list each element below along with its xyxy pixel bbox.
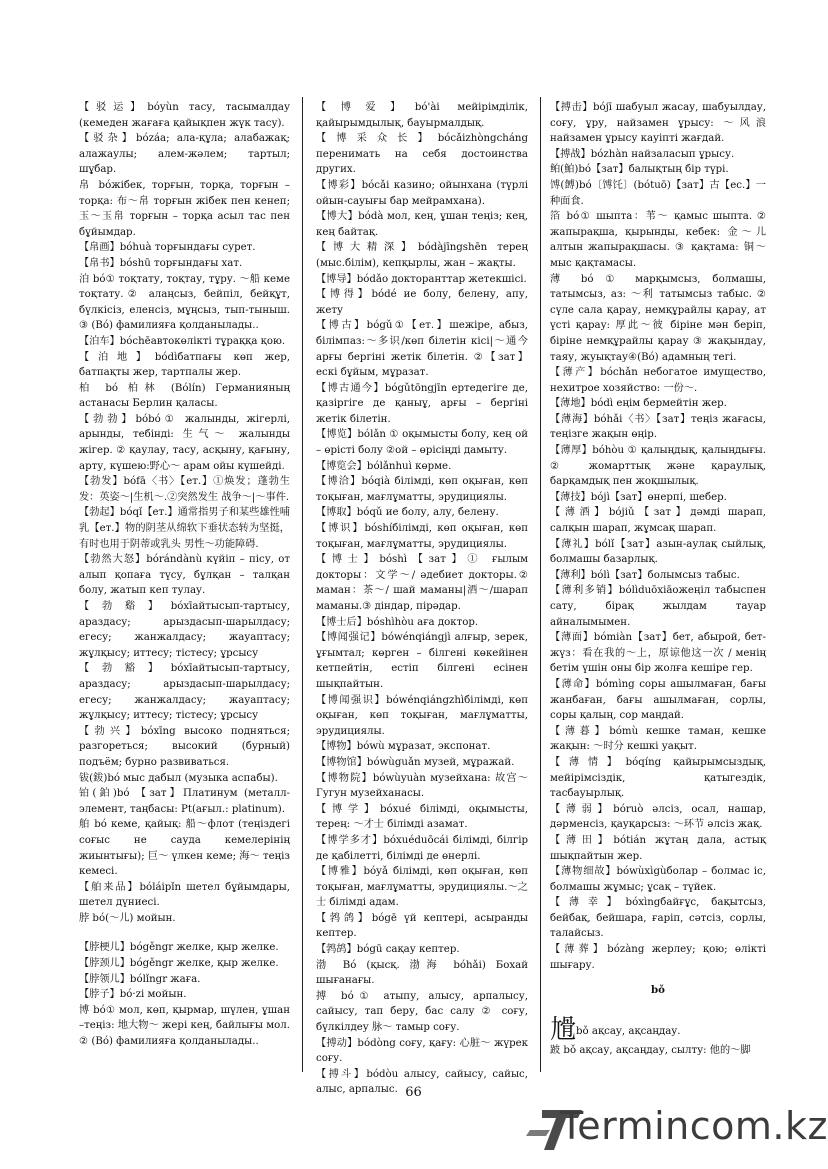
- dictionary-entry: 渤 Bó (қысқ. 渤海 bóhǎi) Бохай шығанағы.: [316, 959, 528, 987]
- dictionary-entry: 【泊车】bóchēавтокөлікті тұраққа қою.: [79, 335, 286, 347]
- dictionary-entry: 【薄地】bódì еңім бермейтін жер.: [550, 398, 727, 410]
- dictionary-column-3: [550, 100, 766, 1068]
- dictionary-entry: 【薄幸】bóxìngбайғұс, бақытсыз, бейбақ, бейшара, ғаріп, сәтсіз, сорлы, талайсыз.: [550, 897, 766, 940]
- dictionary-entry: 【搏斗】bódòu алысу, сайысу, сайыс, алыс, арпалыс.: [316, 1068, 528, 1096]
- dictionary-entry: 【博识】bóshíбілімді, көп оқыған, көп тоқыған, мағлұматты, эрудициялы.: [316, 523, 528, 550]
- dictionary-entry: 【博爱】bó'ài мейірімділік, қайырымдылық, бауырмалдық.: [316, 102, 528, 129]
- dictionary-entry: 【勃然大怒】bórándànù күйіп – пісу, от алып қопаға түсу, бұлқан – талқан болу, жатып кеп тулау.: [79, 554, 290, 597]
- dictionary-entry: 【驳杂】bózáa; ала-құла; алабажақ; алажаулы; алем-жәлем; тартыл; шұбар.: [79, 133, 290, 176]
- dictionary-entry: 箔 bó① шыптa：苇～ қамыс шыптa. ② жапырақша, қырынды, кебек: 金～儿 алтын жапырақшасы. ③ қақтама: 铜～ мыс қақтамасы.: [550, 211, 766, 269]
- dictionary-entry: 泊 bó① тоқтату, тоқтау, тұру. ～船 кеме тоқтату.② алаңсыз, бейпіл, бейқұт, бүлкісіз, еленсіз, мұңсыз, тып-тыныш. ③ (Bó) фамилияға қолданылады..: [79, 273, 290, 332]
- dictionary-entry: 【脖子】bó·zi мойын.: [79, 989, 187, 1001]
- dictionary-entry: 【薄葬】bózàng жерлеу; қою; өлікті шығару.: [550, 944, 766, 971]
- logo-text: Termincom.kz: [560, 1104, 828, 1148]
- dictionary-entry: 【薄暮】bómù кешке таман, кешке жақын: ～时分 кешкі уақыт.: [550, 725, 766, 753]
- dictionary-entry: 【博得】bódé ие болу, белену, апу, жету: [316, 289, 528, 316]
- dictionary-entry: 【薄物细故】bówùxìgùболар – болмас іс, болмашы жұмыс; ұсақ – түйек.: [550, 866, 766, 893]
- dictionary-entry: 【脖领儿】bólǐngr жаға.: [79, 973, 201, 985]
- dictionary-entry: 【博闻强记】bówénqiángjì алғыр, зерек, ұғымтал; көрген – білгені көкейінен кетпейтін, естіп білгені есінен шықпайтын.: [316, 632, 528, 690]
- dictionary-entry: 【薄田】bótián жұтаң дала, астық шықпайтын жер.: [550, 834, 766, 862]
- dictionary-entry: 【薄技】bójì【зат】өнерпі, шебер.: [550, 491, 727, 503]
- dictionary-entry: 【鹁鸪】bógū сақау кептер.: [316, 944, 460, 956]
- dictionary-entry: 【博古通今】bógǔtōngjīn ертедегіге де, қазіргіге де қаныұ, арғы – бергіні жетік білетін.: [316, 382, 528, 425]
- dictionary-entry: 【搏战】bózhàn найзаласып ұрысу.: [550, 148, 735, 160]
- dictionary-column-1: [79, 100, 290, 1068]
- headword-character: 尳: [550, 1014, 577, 1045]
- dictionary-entry: 【勃起】bóqǐ【ет.】通常指男子和某些雄性哺乳【ет.】物的阴茎从绵软下垂状态转为坚挺，有时也用于阴蒂或乳头 男性～功能障碍.: [79, 507, 290, 550]
- dictionary-entry: 【博览会】bólǎnhuì көрме.: [316, 460, 452, 472]
- dictionary-entry: 【薄厚】bóhòu ① қалыңдық, қалыңдығы. ② жомарттық және қараулық, барқамдық пен жоқшылық.: [550, 445, 766, 488]
- dictionary-entry: 【博士后】bóshìhòu аға доктор.: [316, 616, 479, 628]
- dictionary-entry: 【博学多才】bóxuéduōcái білімді, білгір де қабілетті, білімді де өнерлі.: [316, 834, 528, 862]
- dictionary-entry: 【勃勃】bóbó① жалынды, жігерлі, арынды, тебінді: 生气～ жалынды жігер. ② қаулау, тасу, асқыну, қағыну, арту, күшею:野心～ арам ойы күшейді.: [79, 413, 290, 472]
- dictionary-entry: 【勃兴】bóxīng высоко подняться; разгореться; высокий (бурный) подъём; бурно развиваться.: [79, 725, 290, 768]
- dictionary-entry: 【勃谿】bóxīайтысып-тартысу, араздасу; арыздасып-шарылдасу; егесу; жанжалдасу; жауаптасу; жұлқысу; иттесу; тістесу; ұрсысу: [79, 601, 290, 659]
- dictionary-entry: 【薄情】bóqíng қайырымсыздық, мейірімсіздік, қатыгездік, тасбауырлық.: [550, 756, 766, 800]
- dictionary-entry: 鲌(鮊)bó【зат】балықтың бір түрі.: [550, 164, 729, 176]
- dictionary-entry: 【博学】bóxué білімді, оқымысты, терең: ～才士 білімді азамат.: [316, 803, 528, 831]
- dictionary-entry: 钹(鈸)bó мыс дабыл (музыка аспабы).: [79, 772, 278, 784]
- dictionary-entry: 跛 bǒ ақсау, ақсаңдау, сылту: 他的～脚: [550, 1044, 751, 1056]
- headword-definition: bǒ ақсау, ақсаңдау.: [576, 1025, 681, 1037]
- dictionary-entry: 【舶来品】bóláipǐn шетел бұйымдары, шетел дүниесі.: [79, 881, 290, 909]
- dictionary-entry: 【博士】bóshì【зат】① ғылым докторы：文学～/ әдебиет докторы.② маман：茶～/ шай маманы|酒～/шарап маманы.③ діндар, пірәдар.: [316, 554, 528, 612]
- termincom-logo[interactable]: [520, 1100, 828, 1156]
- entry-spacer: [79, 926, 290, 940]
- dictionary-entry: 【博彩】bócǎi казино; ойынхана (түрлі ойын-сауығы бар мейрамхана).: [316, 179, 528, 207]
- dictionary-entry: 【勃豁】bóxīайтысып-тартысу, араздасу; арыздасып-шарылдасу; егесу; жанжалдасу; жауаптасу; жұлқысу; иттесу; тістесу; ұрсысу: [79, 663, 290, 722]
- dictionary-entry: 【博大精深】bódàjīngshēn терең (мыс.білім), кепқырлы, жан – жақты.: [316, 242, 528, 269]
- dictionary-entry: 【泊地】bódìбатпағы көп жер, батпақты жер, тартпалы жер.: [79, 351, 290, 379]
- dictionary-entry: 薄 bó ① марқымсыз, болмашы, татымсыз, аз: ～利 татымсыз табыс. ② сүле сала қарау, немқұрайлы қарау, ат үсті қарау: 厚此～彼 біріне мән беріп, біріне немқұрайлы қарау ③ жақындау, таяу, жуықтау④(Bó) адамның тегі.: [550, 273, 766, 363]
- dictionary-entry: 【脖梗儿】bógěngr желке, қыр желке.: [79, 942, 279, 954]
- dictionary-entry: 【薄利】bólì【зат】болымсыз табыс.: [550, 569, 740, 581]
- dictionary-entry: 【薄礼】bólǐ【зат】азын-аулақ сыйлық, болмашы базарлық.: [550, 538, 766, 566]
- dictionary-entry: 【博雅】bóyǎ білімді, көп оқыған, көп тоқыған, мағлұматты, эрудициялы.～之士 білімді адам.: [316, 866, 528, 909]
- dictionary-entry: 【驳运】bóyùn тасу, тасымалдау (кемеден жағаға қайықпен жүк тасу).: [79, 102, 290, 129]
- dictionary-entry: 【薄利多销】bólìduōxiāoжеңіл табыспен сату, бірақ жылдам тауар айналымымен.: [550, 585, 766, 628]
- dictionary-entry: 馎(餺)bó〔馎饦〕(bótuō)【зат】古【ес.】一种面食.: [550, 179, 766, 207]
- dictionary-entry: 【薄面】bómiàn【зат】бет, абырой, бет-жүз：看在我的～上，原谅他这一次 / менің бетім үшін оны бір жолға кешіре гер.: [550, 632, 766, 675]
- dictionary-entry: 【博洽】bóqià білімді, көп оқыған, көп тоқыған, мағлұматты, эрудициялы.: [316, 476, 528, 503]
- dictionary-entry: 【鹁鸽】bógē үй кептері, асыранды кептер.: [316, 912, 528, 940]
- dictionary-entry: 脖 bó(～儿) мойын.: [79, 912, 176, 924]
- section-heading: bǒ: [651, 984, 665, 997]
- column-divider-left: [302, 97, 303, 1072]
- dictionary-entry: 【博览】bólǎn ① оқымысты болу, кең ой – өрісті болу ②ой – өрісіңді дамыту.: [316, 429, 528, 457]
- column-divider-right: [540, 97, 541, 1072]
- dictionary-entry: 【博大】bódà мол, кең, ұшан теңіз; кең, кең байтақ.: [316, 211, 528, 238]
- dictionary-entry: 【薄酒】bójiǔ【зат】дәмді шарап, салқын шарап, жұмсақ шарап.: [550, 507, 766, 535]
- dictionary-entry: 帛 bóжібек, торғын, торқа, торғын – торқа: 布～帛 торғын жібек пен кенеп; 玉～玉帛 торғын – торқа асыл тас пен бұйымдар.: [79, 179, 290, 238]
- dictionary-entry: 【博取】bóqǔ ие болу, алу, белену.: [316, 507, 499, 519]
- dictionary-entry: 【博物院】bówùyuàn музейхана: 故宫～ Гугун музейханасы.: [316, 772, 528, 800]
- dictionary-entry: 博 bó① мол, көп, қырмар, шүлен, ұшан –теңіз: 地大物～ жері кең, байлығы мол. ② (Bó) фамилияға қолданылады..: [79, 1004, 290, 1048]
- dictionary-entry: 【帛书】bóshū торғындағы хат.: [79, 257, 243, 269]
- dictionary-entry: 【帛画】bóhuà торғындағы сурет.: [79, 242, 256, 254]
- dictionary-entry: [550, 1014, 766, 1045]
- dictionary-entry: 【薄产】bóchǎn небогатое имущество, нехитрое хозяйство: 一份～.: [550, 367, 766, 394]
- dictionary-entry: 【脖颈儿】bógěngr желке, қыр желке.: [79, 958, 279, 970]
- dictionary-entry: 【薄海】bóhǎi〈书〉【зат】теңіз жағасы, теңізге жақын өңір.: [550, 413, 766, 441]
- dictionary-entry: 【博导】bódǎo докторанттар жетекшісі.: [316, 273, 527, 285]
- dictionary-entry: 【博物】bówù мұразат, экспонат.: [316, 741, 491, 753]
- dictionary-entry: 【博物馆】bówùguǎn музей, мұражай.: [316, 756, 515, 768]
- dictionary-entry: 铂(鉑)bó 【зат】Платинум (металл-элемент, таңбасы: Pt(ағыл.: platinum).: [79, 788, 290, 815]
- dictionary-entry: 柏 bó 柏林 (Bólín) Германияның астанасы Берлин қаласы.: [79, 382, 290, 410]
- page-number: 66: [405, 1085, 422, 1100]
- dictionary-entry: 【薄命】bómìng соры ашылмаған, бағы жанбаған, бағы ашылмаған, сорлы, соры қалың, сор маңдай.: [550, 678, 766, 722]
- dictionary-entry: 【搏动】bódòng соғу, қағу: 心脏～ жүрек соғу.: [316, 1037, 528, 1065]
- dictionary-entry: 【博闻强识】bówénqiángzhìбілімді, көп оқыған, көп тоқыған, мағлұматты, эрудициялы.: [316, 694, 528, 737]
- dictionary-entry: 【勃发】bófā〈书〉【ет.】①焕发；蓬勃生发：英姿～|生机～.②突然发生 战争～|～事件.: [79, 476, 290, 503]
- dictionary-entry: 搏 bó① атыпу, алысу, арпалысу, сайысу, тап беру, бас салу ② соғу, бүлкілдеу 脉～ тамыр соғу.: [316, 990, 528, 1034]
- dictionary-entry: 【博采众长】bócǎizhòngcháng перенимать на себя достоинства других.: [316, 133, 528, 176]
- dictionary-entry: 舶 bó кеме, қайық: 船～флот (теңіздегі соғыс не сауда кемелерінің жиынтығы); 巨～ үлкен кеме; 海～ теңіз кемесі.: [79, 819, 290, 878]
- dictionary-entry: 【博古】bógǔ①【ет.】шежіре, абыз, білімпаз:～多识/көп білетін кісі|～通今 арғы бергіні жетік білетін. ②【зат】ескі бұйым, мұразат.: [316, 320, 528, 379]
- dictionary-entry: 【薄弱】bóruò әлсіз, осал, нашар, дәрменсіз, қауқарсыз: ～环节 әлсіз жақ.: [550, 803, 766, 831]
- dictionary-entry: 【搏击】bójī шабуыл жасау, шабуылдау, соғу, ұру, найзамен ұрысу: ～风浪 найзамен ұрысу кауіпті жағдай.: [550, 102, 766, 145]
